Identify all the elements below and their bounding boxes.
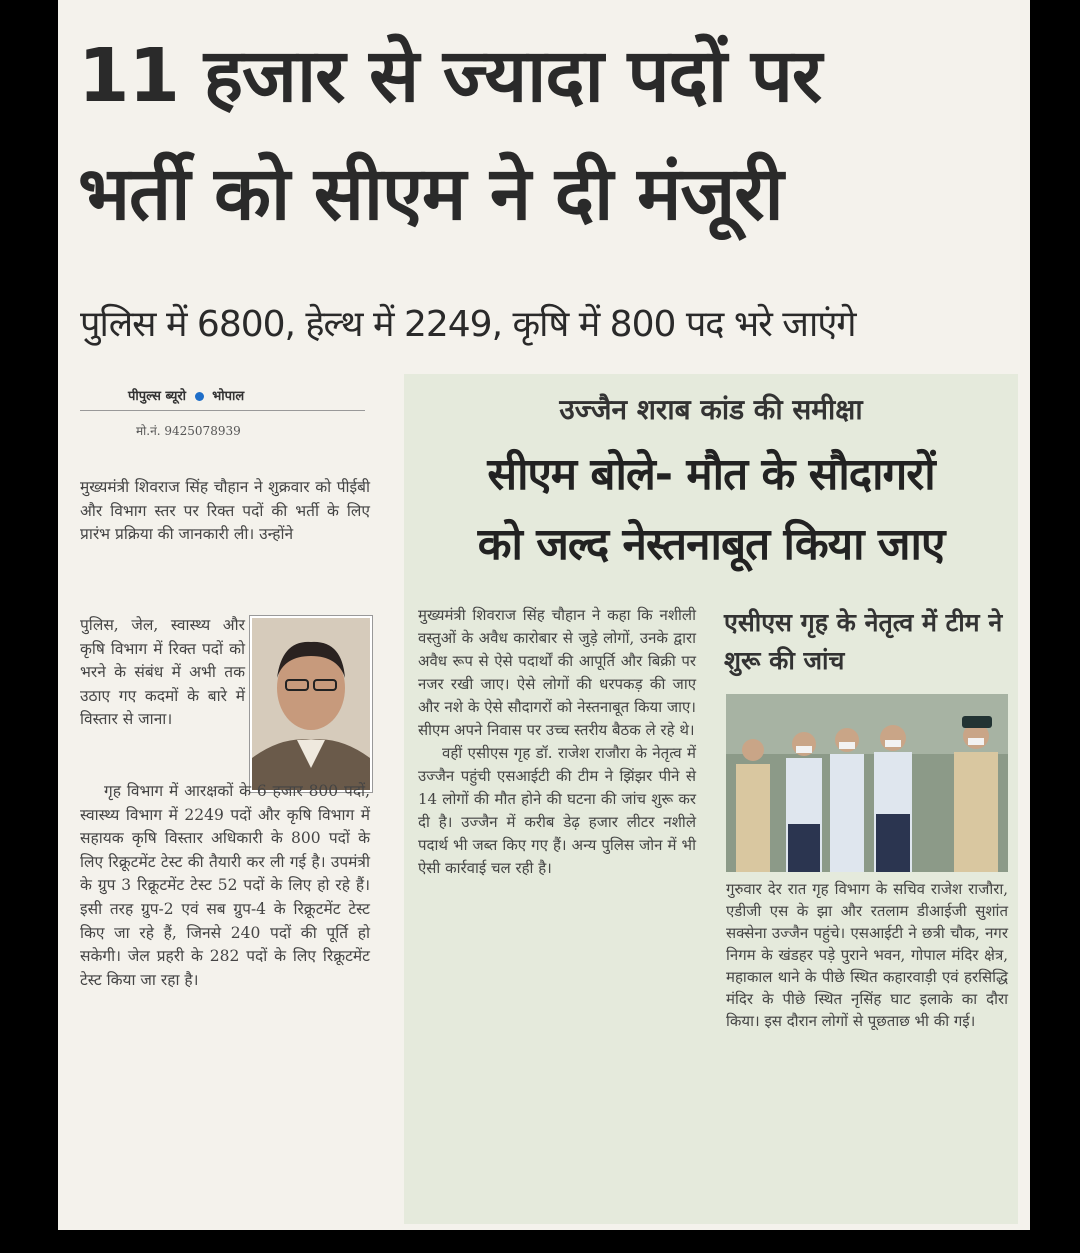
investigation-team-photo [726,694,1008,872]
box-story-text-2: वहीं एसीएस गृह डॉ. राजेश राजौरा के नेतृत्व में उज्जैन पहुंची एसआईटी की टीम ने झिंझर पीने से 14 लोगों की मौत होने की घटना की जांच शुरू कर दी है। उज्जैन में करीब डेढ़ हजार लीटर नशीले पदार्थ भी जब्त किए गए हैं। अन्य पुलिस जोन में भी ऐसी कार्रवाई चल रही है। [418,744,696,877]
box-story-text-1: मुख्यमंत्री शिवराज सिंह चौहान ने कहा कि नशीली वस्तुओं के अवैध कारोबार से जुड़े लोगों, उनके द्वारा अवैध रूप से ऐसे पदार्थों की आपूर्ति और बिक्री पर नजर रखी जाए। ऐसे लोगों की धरपकड़ की जाए और नशे के ऐसे सौदागरों को नेस्तनाबूत किया जाए। सीएम अपने निवास पर उच्च स्तरीय बैठक ले रहे थे। [418,606,696,739]
left-story-text-1b: पुलिस, जेल, स्वास्थ्य और कृषि विभाग में रिक्त पदों को भरने के संबंध में अभी तक उठाए गए कदमों के बारे में विस्तार से जाना। [80,616,245,729]
byline-city: भोपाल [212,389,245,404]
byline-phone: मो.नं. 9425078939 [136,424,241,438]
side-headline: एसीएस गृह के नेतृत्व में टीम ने शुरू की जांच [724,608,1003,675]
byline-divider [80,410,365,411]
byline [128,386,244,404]
left-story-para-2 [80,780,370,992]
subheadline: पुलिस में 6800, हेल्थ में 2249, कृषि में 800 पद भरे जाएंगे [80,304,856,345]
cm-portrait-photo [250,616,372,792]
newspaper-clipping [58,0,1030,1230]
box-story-headline-1: सीएम बोले- मौत के सौदागरों [487,449,935,500]
photo-caption-text: गुरुवार देर रात गृह विभाग के सचिव राजेश राजौरा, एडीजी एस के झा और रतलाम डीआईजी सुशांत सक्सेना उज्जैन पहुंचे। एसआईटी ने छत्री चौक, नगर निगम के खंडहर पड़े पुराने भवन, गोपाल मंदिर क्षेत्र, महाकाल थाने के पीछे स्थित कहारवाड़ी एवं हरसिद्धि मंदिर के पीछे स्थित नृसिंह घाट इलाके का दौरा किया। इस दौरान लोगों से पूछताछ भी की गई। [726,880,1008,1030]
byline-bureau: पीपुल्स ब्यूरो [128,389,187,404]
left-story-text-2: गृह विभाग में आरक्षकों के 6 हजार 800 पदों, स्वास्थ्य विभाग में 2249 पदों और कृषि विभाग में सहायक कृषि विस्तार अधिकारी के 800 पदों के लिए रिक्रूटमेंट टेस्ट की तैयारी कर ली गई है। उपमंत्री के ग्रुप 3 रिक्रूटमेंट टेस्ट 52 पदों के लिए हो रहे हैं। इसी तरह ग्रुप-2 एवं सब ग्रुप-4 के रिक्रूटमेंट टेस्ट किए जा रहे हैं, जिनसे 240 पदों की पूर्ति हो सकेगी। जेल प्रहरी के 282 पदों के लिए रिक्रूटमेंट टेस्ट किया जा रहा है। [80,782,370,989]
left-story-para-1b [80,614,245,732]
bullet-dot-icon [195,392,204,401]
headline-line-2: भर्ती को सीएम ने दी मंजूरी [78,151,783,237]
box-story-body [418,604,696,880]
left-story-text-1: मुख्यमंत्री शिवराज सिंह चौहान ने शुक्रवार को पीईबी और विभाग स्तर पर रिक्त पदों की भर्ती के लिए प्रारंभ प्रक्रिया की जानकारी ली। उन्होंने [80,478,370,544]
photo-caption [726,878,1008,1032]
box-story-headline-2: को जल्द नेस्तनाबूत किया जाए [477,519,945,570]
box-story-kicker: उज्जैन शराब कांड की समीक्षा [559,393,863,426]
left-story-para-1 [80,476,370,547]
headline-line-1: 11 हजार से ज्यादा पदों पर [78,33,822,119]
